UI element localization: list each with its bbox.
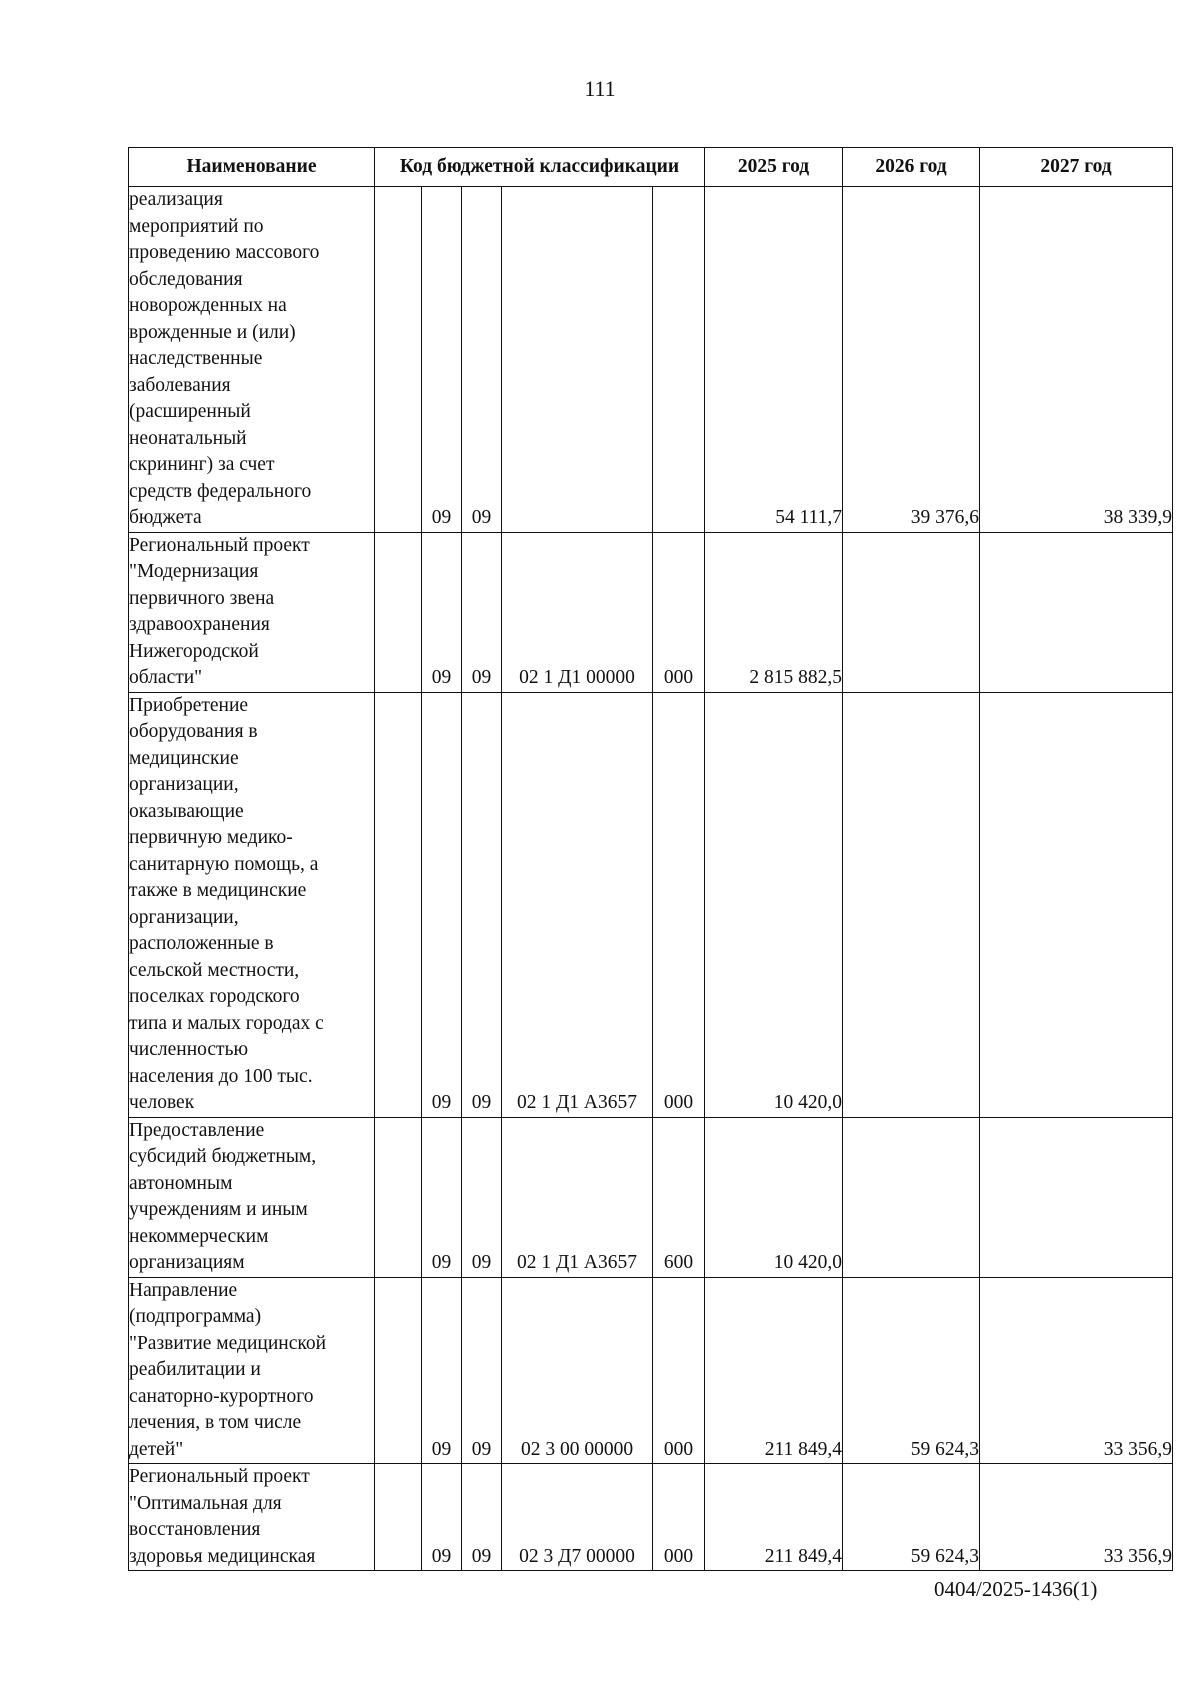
cell-grbs xyxy=(375,1117,422,1277)
row-name-text: реализация мероприятий по проведению массового обследования новорожденных на врожденные и (или) наследственные заболевания (расширенный неонатальный скрининг) за счет средств федерального бюджета xyxy=(129,189,320,528)
cell-csr: 02 1 Д1 А3657 xyxy=(502,692,653,1117)
page-number: 111 xyxy=(584,76,616,101)
cell-rz: 09 xyxy=(422,187,462,533)
cell-y2026 xyxy=(843,532,980,692)
cell-y2025: 10 420,0 xyxy=(705,1117,843,1277)
row-name-text: Приобретение оборудования в медицинские организации, оказывающие первичную медико- санитарную помощь, а также в медицинские организации, расположенные в сельской местности, поселках городского типа и малых городах с численностью населения до 100 тыс. человек xyxy=(129,694,324,1113)
row-name-text: Региональный проект "Модернизация первичного звена здравоохранения Нижегородской области" xyxy=(129,534,310,688)
header-code: Код бюджетной классификации xyxy=(375,148,705,187)
budget-table xyxy=(128,147,1173,1571)
cell-rz: 09 xyxy=(422,1117,462,1277)
cell-grbs xyxy=(375,1464,422,1571)
table-row xyxy=(129,1464,1173,1571)
cell-y2025: 211 849,4 xyxy=(705,1464,843,1571)
cell-pr: 09 xyxy=(462,187,502,533)
cell-grbs xyxy=(375,187,422,533)
cell-y2025: 211 849,4 xyxy=(705,1277,843,1464)
cell-grbs xyxy=(375,692,422,1117)
cell-vr xyxy=(653,187,705,533)
cell-vr: 000 xyxy=(653,532,705,692)
cell-csr xyxy=(502,187,653,533)
cell-name xyxy=(129,187,375,533)
header-2027: 2027 год xyxy=(980,148,1173,187)
document-code: 0404/2025-1436(1) xyxy=(934,1577,1098,1601)
cell-rz: 09 xyxy=(422,1277,462,1464)
table-row xyxy=(129,187,1173,533)
header-name: Наименование xyxy=(129,148,375,187)
cell-y2025: 2 815 882,5 xyxy=(705,532,843,692)
cell-y2026: 39 376,6 xyxy=(843,187,980,533)
table-row xyxy=(129,692,1173,1117)
table-header-row xyxy=(129,148,1173,187)
cell-pr: 09 xyxy=(462,1117,502,1277)
cell-vr: 000 xyxy=(653,1464,705,1571)
cell-name xyxy=(129,692,375,1117)
cell-rz: 09 xyxy=(422,1464,462,1571)
cell-pr: 09 xyxy=(462,692,502,1117)
cell-vr: 000 xyxy=(653,1277,705,1464)
cell-name xyxy=(129,1464,375,1571)
cell-y2027: 38 339,9 xyxy=(980,187,1173,533)
cell-csr: 02 1 Д1 А3657 xyxy=(502,1117,653,1277)
cell-name xyxy=(129,1117,375,1277)
cell-y2026: 59 624,3 xyxy=(843,1277,980,1464)
cell-y2027: 33 356,9 xyxy=(980,1464,1173,1571)
row-name-text: Направление (подпрограмма) "Развитие медицинской реабилитации и санаторно-курортного лечения, в том числе детей" xyxy=(129,1279,327,1460)
cell-vr: 000 xyxy=(653,692,705,1117)
cell-y2027: 33 356,9 xyxy=(980,1277,1173,1464)
cell-csr: 02 1 Д1 00000 xyxy=(502,532,653,692)
header-2026: 2026 год xyxy=(843,148,980,187)
cell-y2026 xyxy=(843,692,980,1117)
cell-y2027 xyxy=(980,692,1173,1117)
cell-y2025: 10 420,0 xyxy=(705,692,843,1117)
header-2025: 2025 год xyxy=(705,148,843,187)
cell-pr: 09 xyxy=(462,1464,502,1571)
cell-csr: 02 3 Д7 00000 xyxy=(502,1464,653,1571)
cell-pr: 09 xyxy=(462,1277,502,1464)
cell-y2025: 54 111,7 xyxy=(705,187,843,533)
cell-y2026 xyxy=(843,1117,980,1277)
cell-rz: 09 xyxy=(422,532,462,692)
cell-rz: 09 xyxy=(422,692,462,1117)
cell-vr: 600 xyxy=(653,1117,705,1277)
cell-y2026: 59 624,3 xyxy=(843,1464,980,1571)
row-name-text: Предоставление субсидий бюджетным, автономным учреждениям и иным некоммерческим организациям xyxy=(129,1119,317,1273)
cell-name xyxy=(129,1277,375,1464)
row-name-text: Региональный проект "Оптимальная для восстановления здоровья медицинская xyxy=(129,1466,316,1567)
cell-y2027 xyxy=(980,1117,1173,1277)
cell-pr: 09 xyxy=(462,532,502,692)
cell-grbs xyxy=(375,532,422,692)
table-row xyxy=(129,1277,1173,1464)
cell-csr: 02 3 00 00000 xyxy=(502,1277,653,1464)
cell-y2027 xyxy=(980,532,1173,692)
cell-name xyxy=(129,532,375,692)
table-row xyxy=(129,1117,1173,1277)
table-row xyxy=(129,532,1173,692)
cell-grbs xyxy=(375,1277,422,1464)
